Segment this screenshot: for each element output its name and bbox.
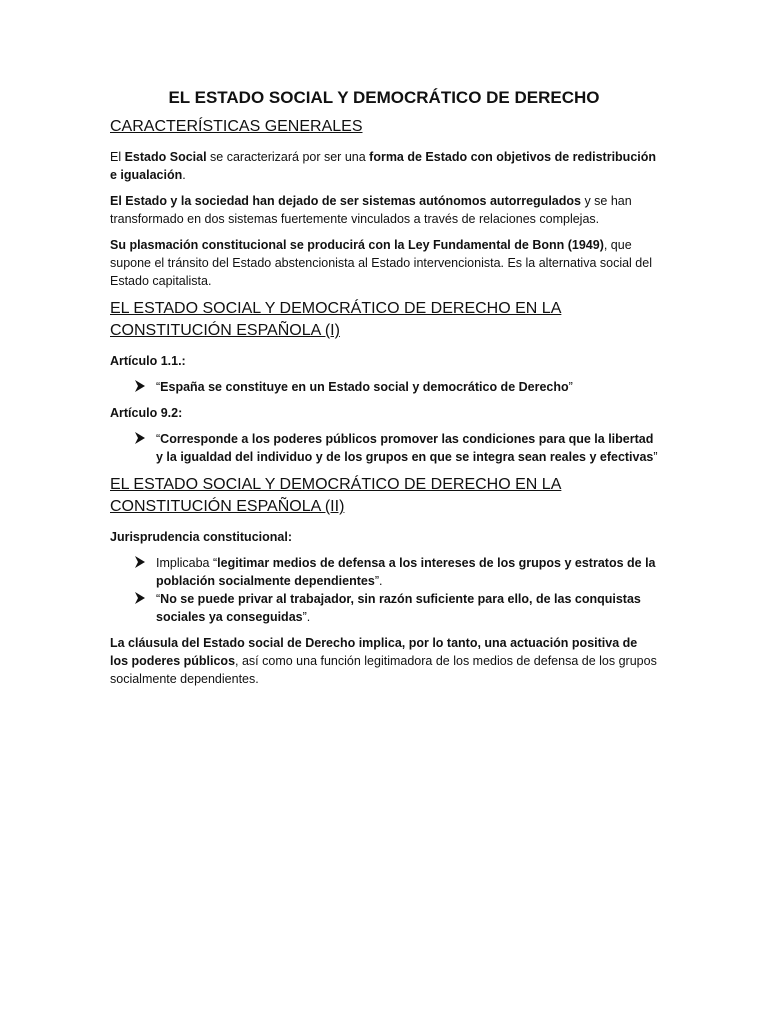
text-run: ”	[568, 380, 573, 394]
bold-run: Estado Social	[124, 150, 207, 164]
article-label-1-1	[110, 352, 658, 370]
text-run: se caracterizará por ser una	[206, 150, 370, 164]
bullet-list-jurisprudencia	[110, 554, 658, 626]
text-run: “	[156, 380, 161, 394]
text-run: , que supone el tránsito del Estado abstencionista al Estado intervencionista. Es la alternativa social del Estado capitalista.	[110, 238, 652, 288]
bullet-list-art-1-1	[110, 378, 658, 396]
section-heading-caracteristicas: CARACTERÍSTICAS GENERALES	[110, 118, 363, 135]
text-run: El	[110, 150, 125, 164]
bold-run: forma de Estado con objetivos de redistribución e igualación	[110, 150, 657, 182]
arrowhead-bullet-icon	[134, 591, 146, 605]
document-title: EL ESTADO SOCIAL Y DEMOCRÁTICO DE DERECHO	[168, 88, 600, 107]
document-page	[110, 88, 658, 696]
text-run: , así como una función legitimadora de los medios de defensa de los grupos socialmente dependientes.	[110, 654, 657, 686]
paragraph-plasmacion	[110, 236, 658, 290]
paragraph-clausula	[110, 634, 658, 688]
text-run: “	[156, 592, 161, 606]
list-item	[110, 430, 658, 466]
section-heading-constitucion-ii: EL ESTADO SOCIAL Y DEMOCRÁTICO DE DERECHO EN LA CONSTITUCIÓN ESPAÑOLA (II)	[110, 476, 562, 515]
paragraph-estado-social	[110, 148, 658, 184]
bold-run: Artículo 1.1.:	[110, 354, 186, 368]
arrowhead-bullet-icon	[134, 555, 146, 569]
bold-run: Corresponde a los poderes públicos promover las condiciones para que la libertad y la igualdad del individuo y de los grupos en que se integra sean reales y efectivas	[156, 432, 654, 464]
bold-run: Jurisprudencia constitucional:	[110, 530, 292, 544]
bold-run: El Estado y la sociedad han dejado de ser sistemas autónomos autorregulados	[110, 194, 581, 208]
text-run: “	[156, 432, 161, 446]
list-item	[110, 590, 658, 626]
bold-run: No se puede privar al trabajador, sin razón suficiente para ello, de las conquistas sociales ya conseguidas	[156, 592, 641, 624]
list-item	[110, 378, 658, 396]
bullet-list-art-9-2	[110, 430, 658, 466]
text-run: .	[182, 168, 186, 182]
list-item	[110, 554, 658, 590]
text-run: ”.	[374, 574, 383, 588]
bold-run: Su plasmación constitucional se producirá con la Ley Fundamental de Bonn (1949)	[110, 238, 604, 252]
paragraph-estado-sociedad	[110, 192, 658, 228]
text-run: ”.	[302, 610, 311, 624]
text-run: y se han transformado en dos sistemas fuertemente vinculados a través de relaciones complejas.	[110, 194, 632, 226]
arrowhead-bullet-icon	[134, 379, 146, 393]
bold-run: España se constituye en un Estado social y democrático de Derecho	[160, 380, 569, 394]
text-run: ”	[653, 450, 658, 464]
bold-run: La cláusula del Estado social de Derecho implica, por lo tanto, una actuación positiva de los poderes públicos	[110, 636, 638, 668]
jurisprudencia-label	[110, 528, 658, 546]
text-run: Implicaba “	[156, 556, 218, 570]
bold-run: legitimar medios de defensa a los intereses de los grupos y estratos de la población socialmente dependientes	[156, 556, 656, 588]
bold-run: Artículo 9.2:	[110, 406, 183, 420]
article-label-9-2	[110, 404, 658, 422]
arrowhead-bullet-icon	[134, 431, 146, 445]
section-heading-constitucion-i: EL ESTADO SOCIAL Y DEMOCRÁTICO DE DERECHO EN LA CONSTITUCIÓN ESPAÑOLA (I)	[110, 300, 562, 339]
